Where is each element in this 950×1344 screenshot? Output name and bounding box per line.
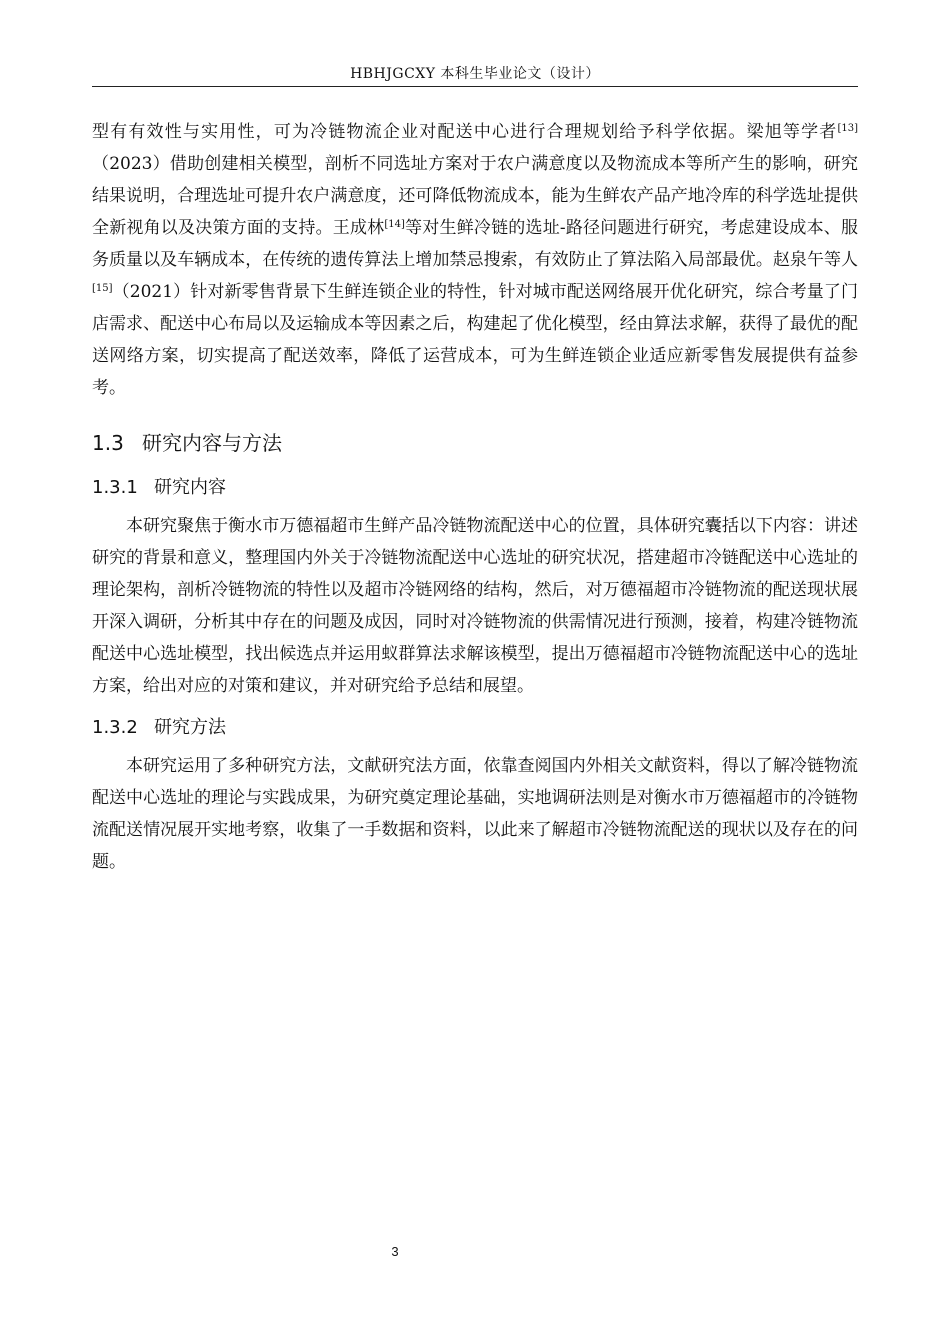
intro-paragraph: [92, 116, 858, 404]
intro-text-part4: （2021）针对新零售背景下生鲜连锁企业的特性，针对城市配送网络展开优化研究，综合考量了门店需求、配送中心布局以及运输成本等因素之后，构建起了优化模型，经由算法求解，获得了最优的配送网络方案，切实提高了配送效率，降低了运营成本，可为生鲜连锁企业适应新零售发展提供有益参考。: [92, 282, 858, 398]
intro-text-part1: 型有有效性与实用性，可为冷链物流企业对配送中心进行合理规划给予科学依据。梁旭等学者: [92, 122, 838, 142]
subsection-title: 研究内容: [154, 477, 226, 498]
intro-text-part3: 等对生鲜冷链的选址-路径问题进行研究，考虑建设成本、服务质量以及车辆成本，在传统的遗传算法上增加禁忌搜索，有效防止了算法陷入局部最优。赵泉午等人: [92, 218, 858, 270]
subsection-number: 1.3.2: [92, 717, 138, 738]
research-method-paragraph: 本研究运用了多种研究方法，文献研究法方面，依靠查阅国内外相关文献资料，得以了解冷链物流配送中心选址的理论与实践成果，为研究奠定理论基础，实地调研法则是对衡水市万德福超市的冷链物流配送情况展开实地考察，收集了一手数据和资料，以此来了解超市冷链物流配送的现状以及存在的问题。: [92, 756, 858, 872]
header-title: HBHJGCXY 本科生毕业论文（设计）: [350, 66, 600, 82]
subsection-heading-1-3-1: [92, 470, 858, 506]
intro-text-part2: （2023）借助创建相关模型，剖析不同选址方案对于农户满意度以及物流成本等所产生的影响，研究结果说明，合理选址可提升农户满意度，还可降低物流成本，能为生鲜农产品产地冷库的科学选址提供全新视角以及决策方面的支持。王成林: [92, 154, 858, 238]
subsection-title: 研究方法: [154, 717, 226, 738]
section-heading-1-3: [92, 424, 858, 462]
document-body: [92, 116, 858, 878]
citation-13: [13]: [837, 123, 858, 135]
section-number: 1.3: [92, 431, 124, 455]
subsection-heading-1-3-2: [92, 710, 858, 746]
page-header: [92, 64, 858, 87]
page-number: 3: [391, 1244, 399, 1259]
research-content-paragraph: 本研究聚焦于衡水市万德福超市生鲜产品冷链物流配送中心的位置，具体研究囊括以下内容：讲述研究的背景和意义，整理国内外关于冷链物流配送中心选址的研究状况，搭建超市冷链配送中心选址的理论架构，剖析冷链物流的特性以及超市冷链网络的结构，然后，对万德福超市冷链物流的配送现状展开深入调研，分析其中存在的问题及成因，同时对冷链物流的供需情况进行预测，接着，构建冷链物流配送中心选址模型，找出候选点并运用蚁群算法求解该模型，提出万德福超市冷链物流配送中心的选址方案，给出对应的对策和建议，并对研究给予总结和展望。: [92, 516, 858, 696]
section-title: 研究内容与方法: [142, 431, 282, 455]
citation-15: [15]: [92, 283, 113, 295]
citation-14: [14]: [384, 219, 405, 231]
subsection-number: 1.3.1: [92, 477, 138, 498]
